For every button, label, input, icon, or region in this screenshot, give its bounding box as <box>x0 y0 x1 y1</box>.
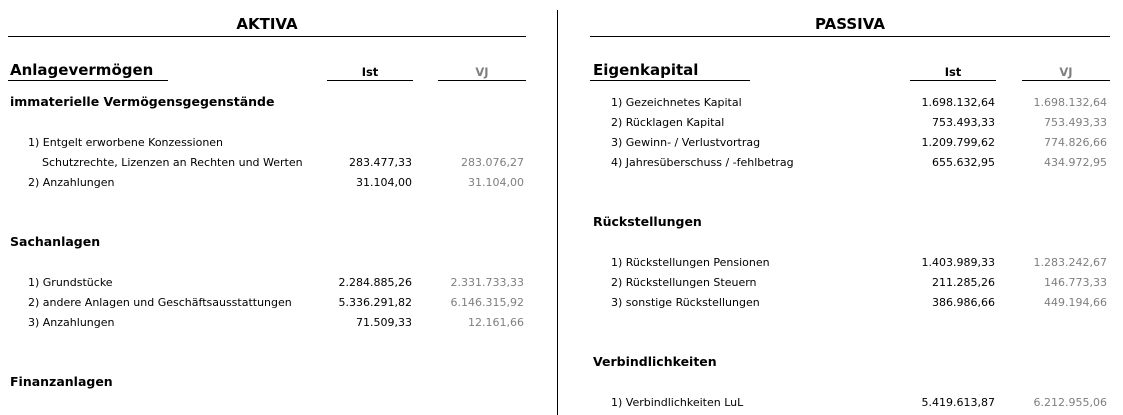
rueck-row-ist: 386.986,66 <box>932 296 995 309</box>
eigen-row-ist: 655.632,95 <box>932 156 995 169</box>
sach-row-label: 1) Grundstücke <box>28 276 113 289</box>
aktiva-col-vj-rule <box>438 80 526 81</box>
rueck-row-ist: 1.403.989,33 <box>921 256 995 269</box>
aktiva-col-ist-rule <box>327 80 413 81</box>
eigenkapital-rule <box>590 80 750 81</box>
eigen-row-vj: 753.493,33 <box>1044 116 1107 129</box>
immat-row1-ist: 283.477,33 <box>349 156 412 169</box>
rueck-row-vj: 146.773,33 <box>1044 276 1107 289</box>
sach-row-label: 3) Anzahlungen <box>28 316 115 329</box>
eigenkapital-heading: Eigenkapital <box>593 61 699 79</box>
aktiva-col-vj: VJ <box>475 65 489 79</box>
rueckstellungen-heading: Rückstellungen <box>593 214 702 229</box>
verb-row-ist: 5.419.613,87 <box>921 396 995 409</box>
passiva-col-vj-rule <box>1022 80 1110 81</box>
eigen-row-label: 4) Jahresüberschuss / -fehlbetrag <box>611 156 794 169</box>
eigen-row-label: 1) Gezeichnetes Kapital <box>611 96 742 109</box>
eigen-row-ist: 1.209.799,62 <box>921 136 995 149</box>
immaterielle-heading: immaterielle Vermögensgegenstände <box>10 94 275 109</box>
center-divider <box>557 10 558 415</box>
rueck-row-vj: 1.283.242,67 <box>1033 256 1107 269</box>
eigen-row-vj: 774.826,66 <box>1044 136 1107 149</box>
rueck-row-label: 2) Rückstellungen Steuern <box>611 276 757 289</box>
verb-row-vj: 6.212.955,06 <box>1033 396 1107 409</box>
sach-row-vj: 6.146.315,92 <box>450 296 524 309</box>
sach-row-vj: 2.331.733,33 <box>450 276 524 289</box>
anlagevermoegen-rule <box>8 80 168 81</box>
sach-row-vj: 12.161,66 <box>468 316 524 329</box>
eigen-row-label: 2) Rücklagen Kapital <box>611 116 725 129</box>
passiva-title: PASSIVA <box>815 15 885 33</box>
passiva-col-vj: VJ <box>1059 65 1073 79</box>
eigen-row-label: 3) Gewinn- / Verlustvortrag <box>611 136 761 149</box>
rueck-row-vj: 449.194,66 <box>1044 296 1107 309</box>
anlagevermoegen-heading: Anlagevermögen <box>10 61 154 79</box>
immat-row2-label: 2) Anzahlungen <box>28 176 115 189</box>
sach-row-ist: 71.509,33 <box>356 316 412 329</box>
aktiva-col-ist: Ist <box>361 65 379 79</box>
verb-row-label: 1) Verbindlichkeiten LuL <box>611 396 744 409</box>
rueck-row-ist: 211.285,26 <box>932 276 995 289</box>
sach-row-ist: 5.336.291,82 <box>338 296 412 309</box>
sach-row-ist: 2.284.885,26 <box>338 276 412 289</box>
eigen-row-ist: 753.493,33 <box>932 116 995 129</box>
sachanlagen-heading: Sachanlagen <box>10 234 101 249</box>
immat-row1-vj: 283.076,27 <box>461 156 524 169</box>
eigen-row-ist: 1.698.132,64 <box>921 96 995 109</box>
verbindlichkeiten-heading: Verbindlichkeiten <box>593 354 717 369</box>
finanzanlagen-heading: Finanzanlagen <box>10 374 113 389</box>
rueck-row-label: 1) Rückstellungen Pensionen <box>611 256 770 269</box>
rueck-row-label: 3) sonstige Rückstellungen <box>611 296 760 309</box>
passiva-title-rule <box>590 36 1110 37</box>
passiva-col-ist: Ist <box>944 65 962 79</box>
sach-row-label: 2) andere Anlagen und Geschäftsausstattungen <box>28 296 292 309</box>
passiva-col-ist-rule <box>910 80 996 81</box>
eigen-row-vj: 434.972,95 <box>1044 156 1107 169</box>
immat-row1-label-b: Schutzrechte, Lizenzen an Rechten und Werten <box>42 156 303 169</box>
aktiva-title-rule <box>8 36 526 37</box>
immat-row1-label-a: 1) Entgelt erworbene Konzessionen <box>28 136 224 149</box>
aktiva-title: AKTIVA <box>236 15 298 33</box>
immat-row2-vj: 31.104,00 <box>468 176 524 189</box>
immat-row2-ist: 31.104,00 <box>356 176 412 189</box>
eigen-row-vj: 1.698.132,64 <box>1033 96 1107 109</box>
